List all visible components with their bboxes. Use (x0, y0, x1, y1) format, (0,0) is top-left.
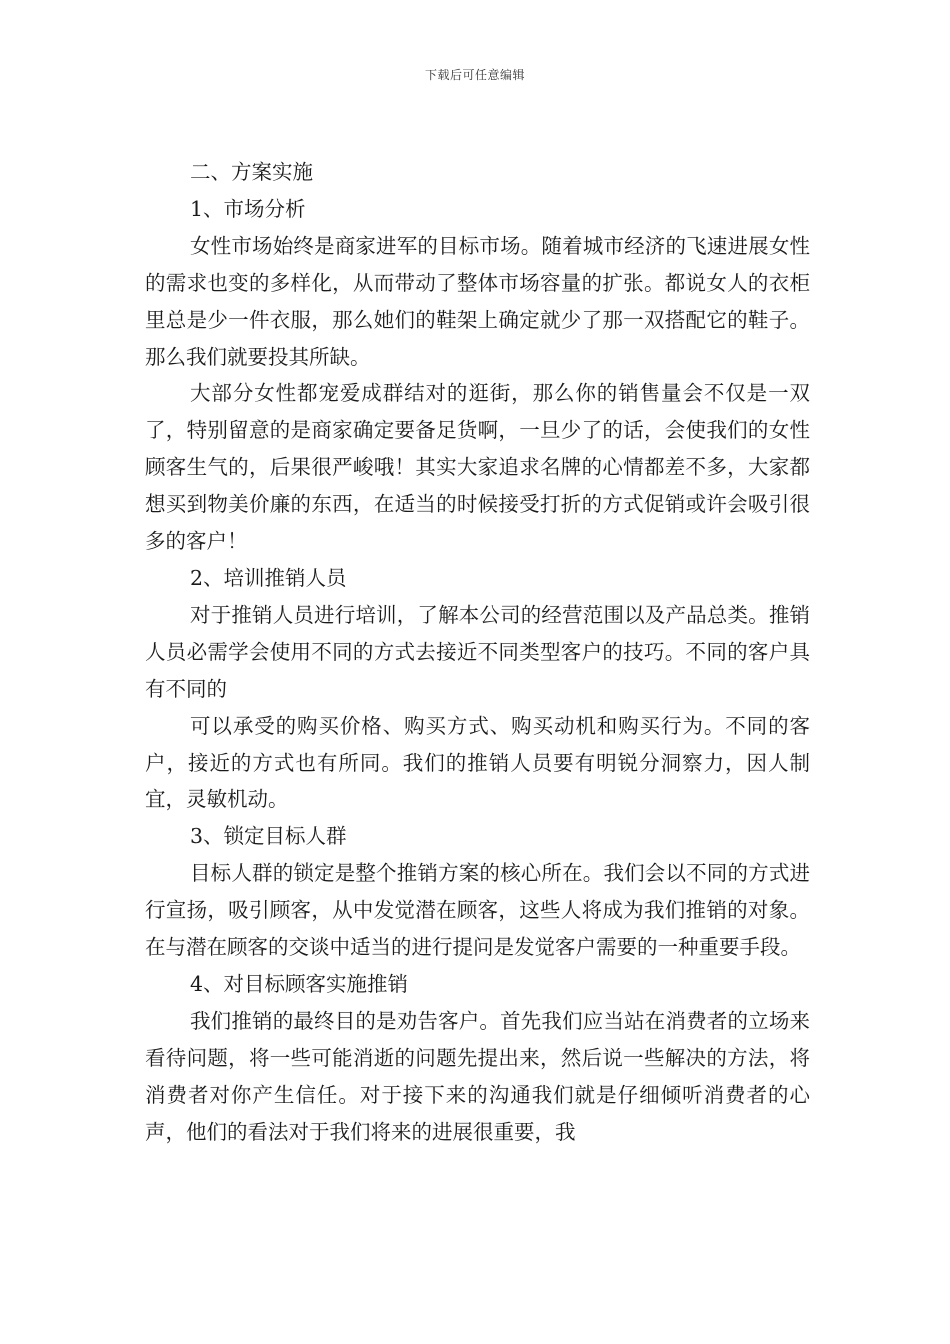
paragraph: 目标人群的锁定是整个推销方案的核心所在。我们会以不同的方式进行宣扬，吸引顾客，从中发觉潜在顾客，这些人将成为我们推销的对象。在与潜在顾客的交谈中适当的进行提问是发觉客户需要的一种重要手段。 (145, 861, 810, 960)
section-heading: 二、方案实施 (190, 160, 313, 184)
subsection-heading: 3、锁定目标人群 (190, 824, 347, 849)
subsection-heading: 4、对目标顾客实施推销 (190, 971, 409, 996)
document-body (145, 154, 810, 1150)
paragraph: 可以承受的购买价格、购买方式、购买动机和购买行为。不同的客户，接近的方式也有所同。我们的推销人员要有明锐分洞察力，因人制宜，灵敏机动。 (145, 713, 810, 812)
paragraph: 大部分女性都宠爱成群结对的逛街，那么你的销售量会不仅是一双了，特别留意的是商家确定要备足货啊，一旦少了的话，会使我们的女性顾客生气的，后果很严峻哦！其实大家追求名牌的心情都差不多，大家都想买到物美价廉的东西，在适当的时候接受打折的方式促销或许会吸引很多的客户！ (145, 381, 810, 554)
paragraph: 对于推销人员进行培训，了解本公司的经营范围以及产品总类。推销人员必需学会使用不同的方式去接近不同类型客户的技巧。不同的客户具有不同的 (145, 602, 810, 701)
subsection-heading: 2、培训推销人员 (190, 565, 347, 590)
paragraph: 女性市场始终是商家进军的目标市场。随着城市经济的飞速进展女性的需求也变的多样化，从而带动了整体市场容量的扩张。都说女人的衣柜里总是少一件衣服，那么她们的鞋架上确定就少了那一双搭配它的鞋子。那么我们就要投其所缺。 (145, 233, 810, 369)
header-note: 下载后可任意编辑 (424, 68, 525, 82)
subsection-heading: 1、市场分析 (190, 196, 306, 221)
paragraph: 我们推销的最终目的是劝告客户。首先我们应当站在消费者的立场来看待问题，将一些可能消逝的问题先提出来，然后说一些解决的方法，将消费者对你产生信任。对于接下来的沟通我们就是仔细倾听消费者的心声，他们的看法对于我们将来的进展很重要，我 (145, 1008, 810, 1144)
